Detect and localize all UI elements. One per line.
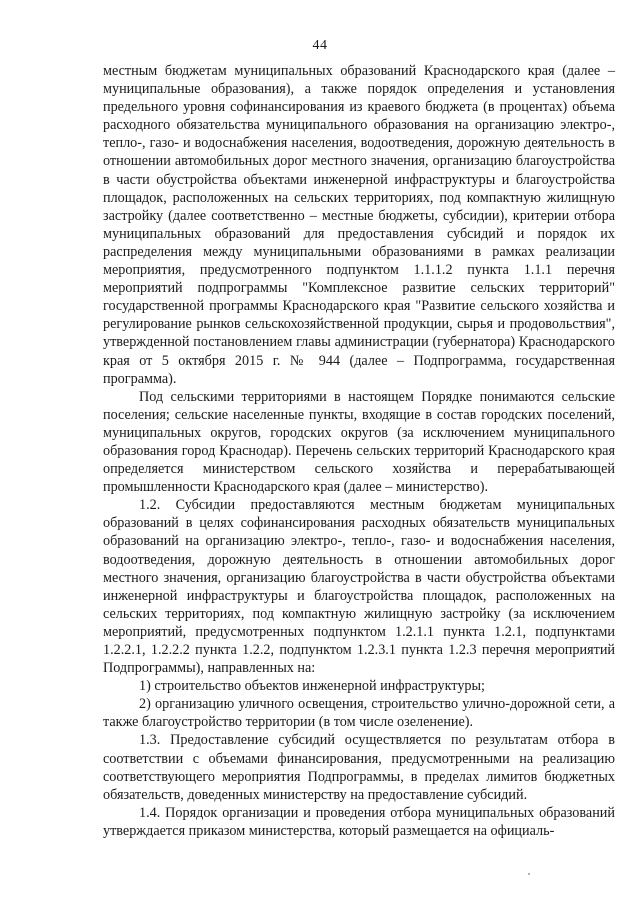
list-item-2: 2) организацию уличного освещения, строительство улично-дорожной сети, а также благоустройство территории (в том числе озеленение). [103,696,615,731]
list-item-1: 1) строительство объектов инженерной инфраструктуры; [139,678,485,695]
paragraph-1-3: 1.3. Предоставление субсидий осуществляется по результатам отбора в соответствии с объемами финансирования, предусмотренными на реализацию соответствующего мероприятия Подпрограммы, в пределах лимитов бюджетных обязательств, доведенных министерству на предоставление субсидий. [103,732,615,803]
page-number: 44 [312,38,328,53]
paragraph-rural-territories: Под сельскими территориями в настоящем Порядке понимаются сельские поселения; сельские населенные пункты, входящие в состав городских поселений, муниципальных округов, городских округов (за исключением муниципального образования город Краснодар). Перечень сельских территорий Краснодарского края определяется министерством сельского хозяйства и перерабатывающей промышленности Краснодарского края (далее – министерство). [103,388,615,496]
document-body [103,62,615,840]
paragraph-intro: местным бюджетам муниципальных образований Краснодарского края (далее – муниципальные образования), а также порядок определения и установления предельного уровня софинансирования из краевого бюджета (в процентах) объема расходного обязательства муниципального образования на организацию электро-, тепло-, газо- и водоснабжения населения, водоотведения, дорожную деятельность в отношении автомобильных дорог местного значения, организацию благоустройства в части обустройства объектами инженерной инфраструктуры и благоустройства площадок, расположенных на сельских территориях, под компактную жилищную застройку (далее соответственно – местные бюджеты, субсидии), критерии отбора муниципальных образований для предоставления субсидий и порядок их распределения между муниципальными образованиями в рамках реализации мероприятия, предусмотренного подпунктом 1.1.1.2 пункта 1.1.1 перечня мероприятий подпрограммы "Комплексное развитие сельских территорий" государственной программы Краснодарского края "Развитие сельского хозяйства и регулирование рынков сельскохозяйственной продукции, сырья и продовольствия", утвержденной постановлением главы администрации (губернатора) Краснодарского края от 5 октября 2015 г. № 944 (далее – Подпрограмма, государственная программа). [103,63,615,387]
scan-speck [528,873,530,875]
paragraph-1-2: 1.2. Субсидии предоставляются местным бюджетам муниципальных образований в целях софинансирования расходных обязательств муниципальных образований на организацию электро-, тепло-, газо- и водоснабжения населения, водоотведения, дорожную деятельность в отношении автомобильных дорог местного значения, организацию благоустройства в части обустройства объектами инженерной инфраструктуры и благоустройства площадок, расположенных на сельских территориях, под компактную жилищную застройку (за исключением мероприятий, предусмотренных подпунктом 1.2.1.1 пункта 1.2.1, подпунктами 1.2.2.1, 1.2.2.2 пункта 1.2.2, подпунктом 1.2.3.1 пункта 1.2.3 перечня мероприятий Подпрограммы), направленных на: [103,497,615,677]
paragraph-1-4: 1.4. Порядок организации и проведения отбора муниципальных образований утверждается приказом министерства, который размещается на официаль- [103,804,615,839]
